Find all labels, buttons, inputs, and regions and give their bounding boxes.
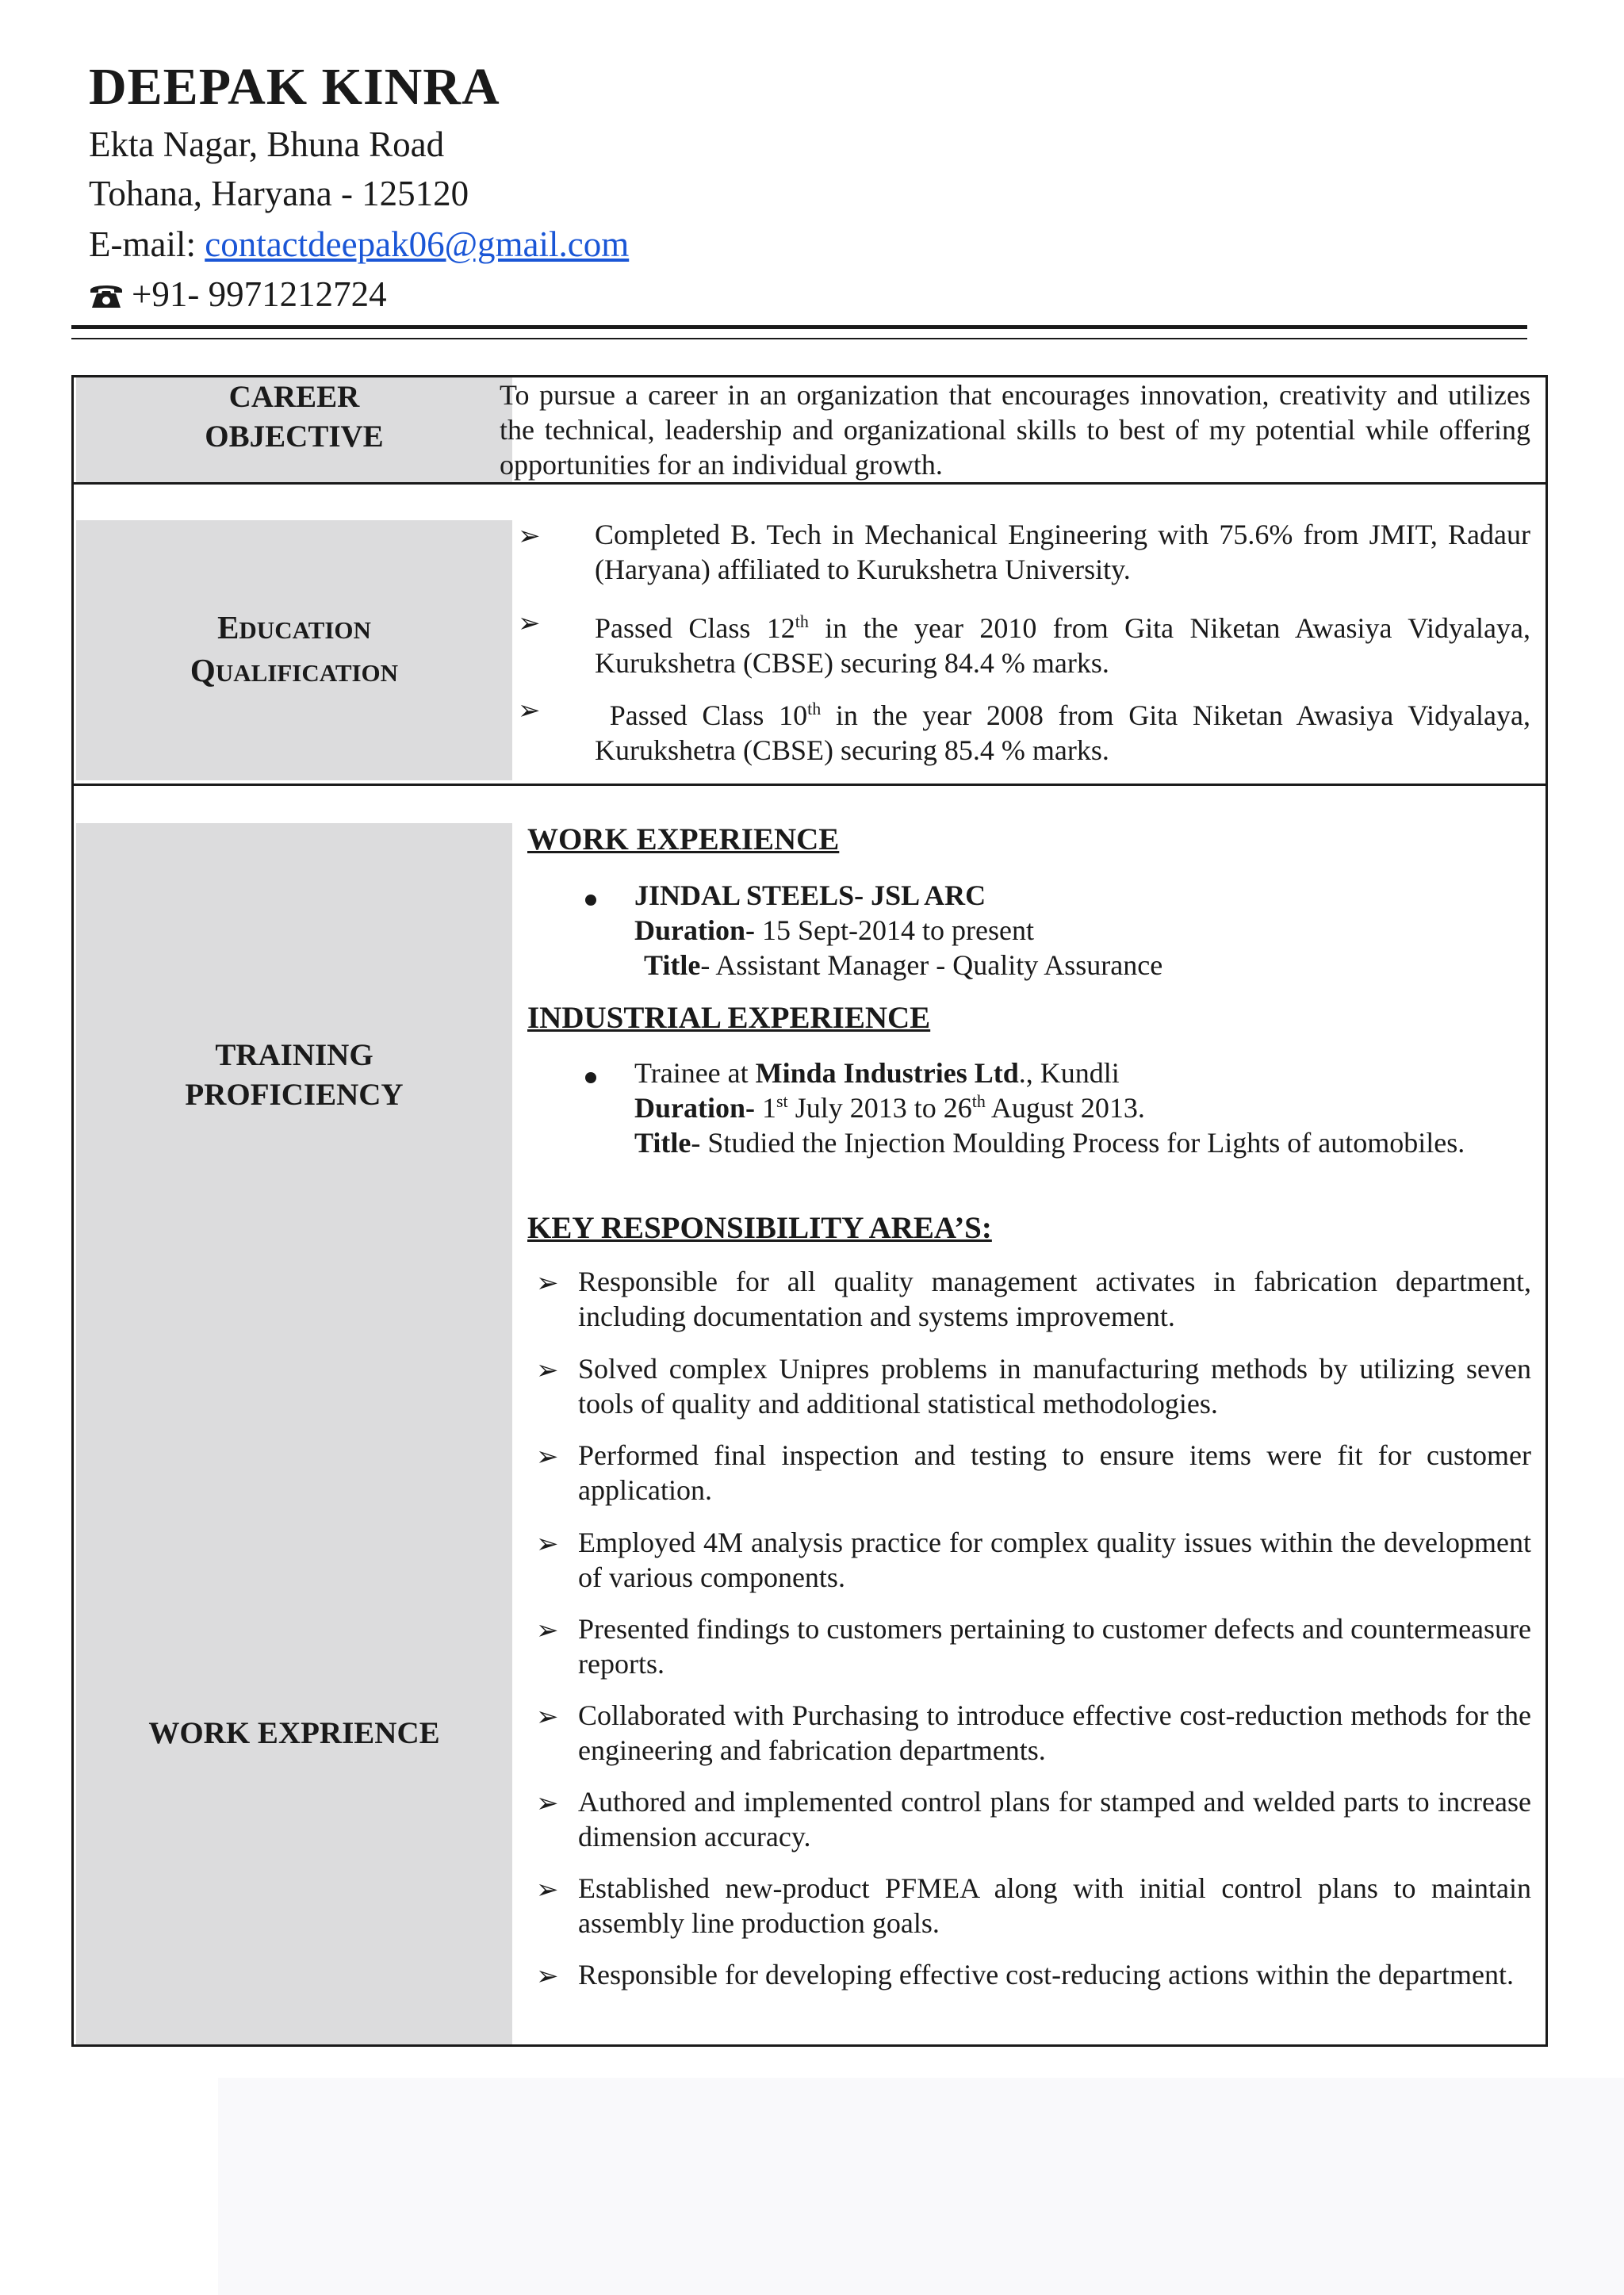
work-experience-label: WORK EXPRIENCE	[148, 1716, 440, 1750]
arrow-bullet-icon: ➢	[536, 1787, 559, 1819]
education-item: Passed Class 12th in the year 2010 from Gita Niketan Awasiya Vidyalaya, Kurukshetra (CBSE) securing 84.4 % marks.	[595, 611, 1530, 679]
telephone-icon	[89, 277, 124, 305]
responsibility-item: Performed final inspection and testing to ensure items were fit for customer application.	[578, 1439, 1531, 1506]
responsibility-item: Collaborated with Purchasing to introduce effective cost-reduction methods for the engineering and fabrication departments.	[578, 1699, 1531, 1766]
arrow-bullet-icon: ➢	[536, 1874, 559, 1906]
phone-line	[89, 274, 387, 315]
arrow-bullet-icon: ➢	[518, 695, 541, 726]
arrow-bullet-icon: ➢	[536, 1701, 559, 1733]
responsibility-item: Employed 4M analysis practice for complex quality issues within the development of various components.	[578, 1527, 1531, 1593]
arrow-bullet-icon: ➢	[518, 607, 541, 639]
email-link[interactable]: contactdeepak06@gmail.com	[205, 224, 630, 264]
education-item: Passed Class 10th in the year 2008 from Gita Niketan Awasiya Vidyalaya, Kurukshetra (CBSE) securing 85.4 % marks.	[595, 699, 1530, 766]
row-divider	[74, 784, 1545, 786]
phone-number: +91- 9971212724	[132, 274, 387, 314]
work-duration: Duration- 15 Sept-2014 to present	[634, 914, 1034, 946]
header-divider-thin	[71, 338, 1527, 339]
education-qualification-label: EDUCATION QUALIFICATION	[190, 609, 399, 688]
arrow-bullet-icon: ➢	[536, 1960, 559, 1992]
responsibility-item: Responsible for developing effective cost-reducing actions within the department.	[578, 1959, 1514, 1990]
work-title: Title- Assistant Manager - Quality Assurance	[644, 949, 1163, 981]
industrial-duration: Duration- 1st July 2013 to 26th August 2013.	[634, 1091, 1145, 1124]
address-line-2: Tohana, Haryana - 125120	[89, 174, 469, 213]
bullet-dot	[585, 1072, 596, 1083]
training-proficiency-label: TRAINING PROFICIENCY	[185, 1038, 404, 1112]
industrial-title: Title- Studied the Injection Moulding Process for Lights of automobiles.	[634, 1127, 1465, 1159]
arrow-bullet-icon: ➢	[536, 1615, 559, 1646]
bullet-dot	[585, 895, 596, 906]
career-objective-text: To pursue a career in an organization that encourages innovation, creativity and utilizes the technical, leadership and organizational skills to best of my potential while offering opportunities for an individual growth.	[500, 379, 1530, 481]
resume-table	[71, 375, 1548, 2047]
work-experience-heading: WORK EXPERIENCE	[527, 822, 840, 856]
industrial-experience-heading: INDUSTRIAL EXPERIENCE	[527, 1001, 931, 1035]
arrow-bullet-icon: ➢	[518, 520, 541, 552]
responsibility-item: Authored and implemented control plans for stamped and welded parts to increase dimension accuracy.	[578, 1786, 1531, 1852]
arrow-bullet-icon: ➢	[536, 1528, 559, 1560]
education-item: Completed B. Tech in Mechanical Engineering with 75.6% from JMIT, Radaur (Haryana) affiliated to Kurukshetra University.	[595, 519, 1530, 585]
page-background-panel	[218, 2078, 1624, 2295]
responsibility-item: Presented findings to customers pertaining to customer defects and countermeasure reports.	[578, 1613, 1531, 1680]
responsibility-item: Established new-product PFMEA along with initial control plans to maintain assembly line production goals.	[578, 1872, 1531, 1939]
address-line-1: Ekta Nagar, Bhuna Road	[89, 125, 445, 164]
career-objective-label: CAREER OBJECTIVE	[205, 380, 384, 454]
email-line	[89, 224, 629, 265]
training-label-cell	[76, 823, 512, 2044]
candidate-name: DEEPAK KINRA	[89, 58, 500, 116]
responsibility-item: Solved complex Unipres problems in manufacturing methods by utilizing seven tools of quality and additional statistical methodologies.	[578, 1353, 1531, 1420]
arrow-bullet-icon: ➢	[536, 1354, 559, 1386]
header-divider-thick	[71, 325, 1527, 329]
work-company: JINDAL STEELS- JSL ARC	[634, 879, 986, 911]
email-label: E-mail:	[89, 224, 205, 264]
arrow-bullet-icon: ➢	[536, 1441, 559, 1473]
responsibility-item: Responsible for all quality management activates in fabrication department, including documentation and systems improvement.	[578, 1266, 1531, 1332]
key-responsibility-heading: KEY RESPONSIBILITY AREA’S:	[527, 1211, 992, 1245]
arrow-bullet-icon: ➢	[536, 1267, 559, 1299]
industrial-trainee: Trainee at Minda Industries Ltd., Kundli	[634, 1057, 1120, 1089]
row-divider	[74, 482, 1545, 485]
